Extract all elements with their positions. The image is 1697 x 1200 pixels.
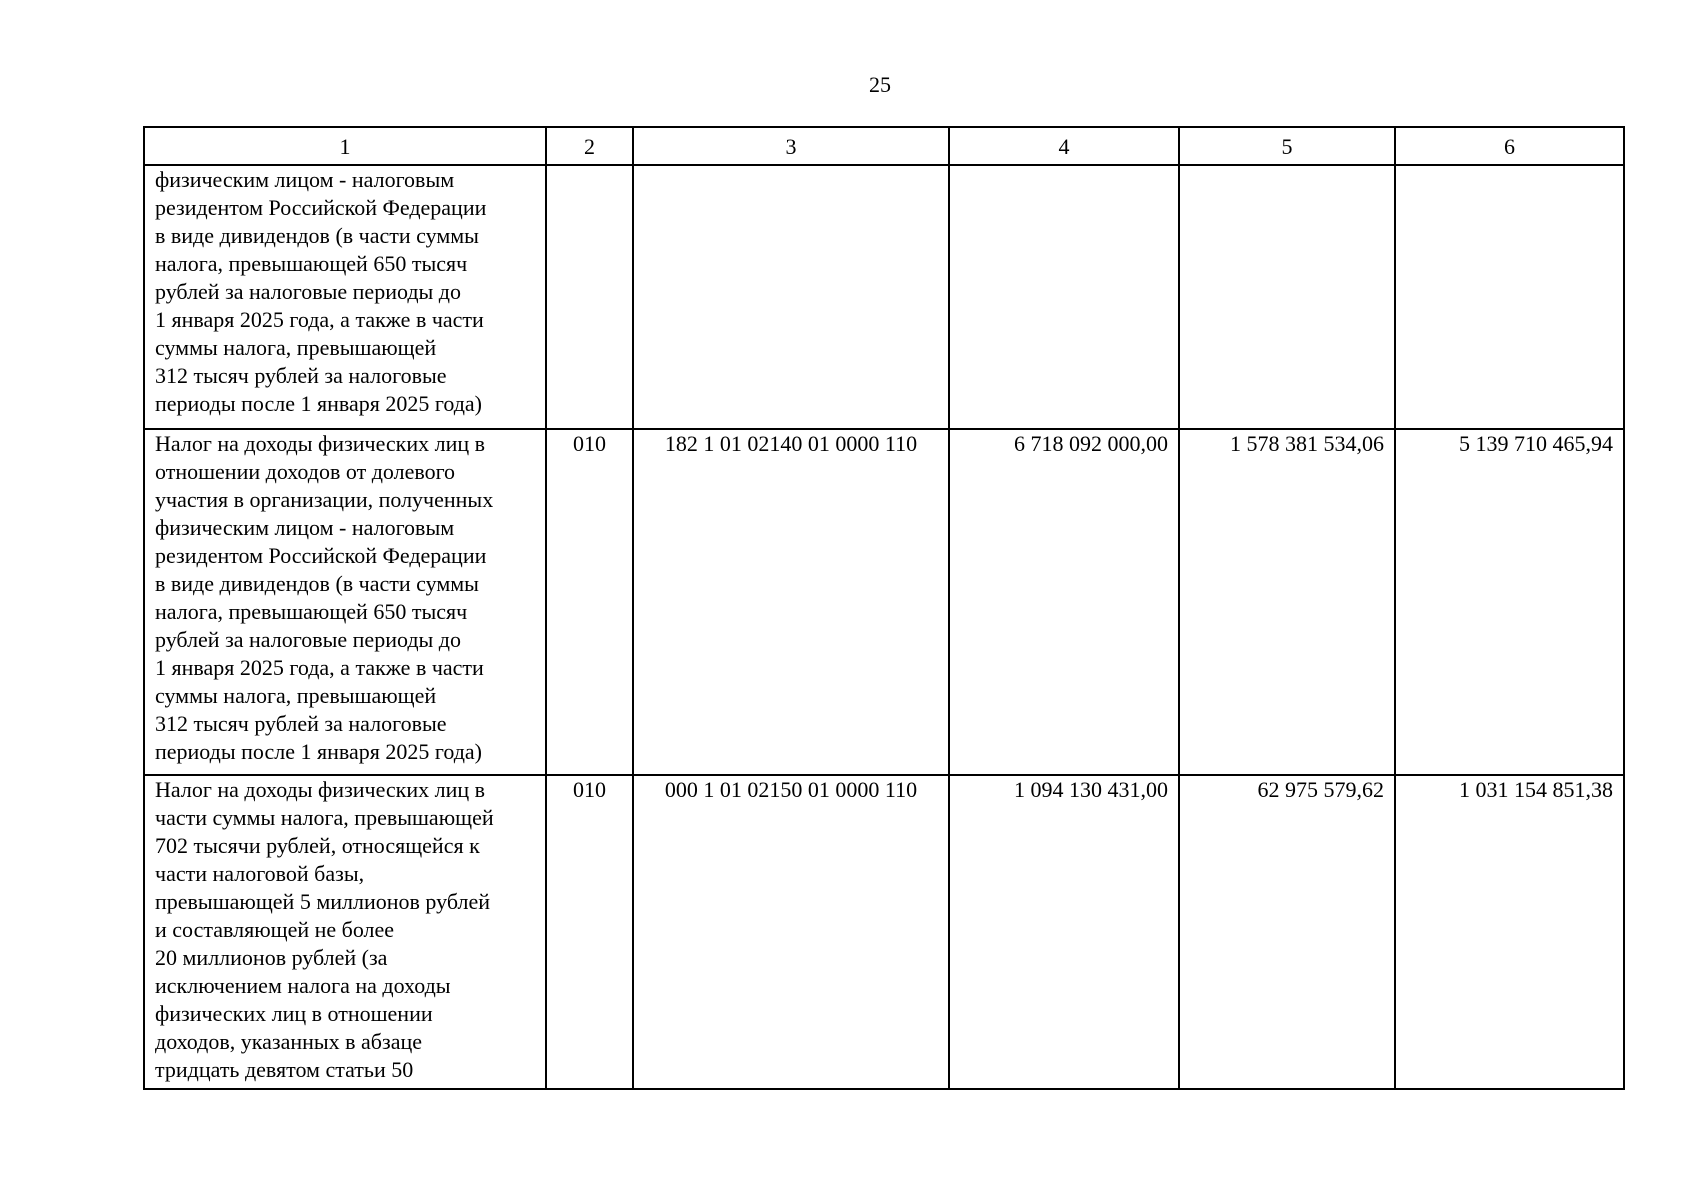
table-header-row <box>144 127 1624 165</box>
table-row <box>144 165 1624 429</box>
column-header-1: 1 <box>144 127 546 165</box>
income-name-cell: Налог на доходы физических лиц в отношении доходов от долевого участия в организации, полученных физическим лицом - налоговым резидентом Российской Федерации в виде дивидендов (в части суммы налога, превышающей 650 тысяч рублей за налоговые периоды до 1 января 2025 года, а также в части суммы налога, превышающей 312 тысяч рублей за налоговые периоды после 1 января 2025 года) <box>144 429 546 775</box>
budget-table <box>143 126 1625 1090</box>
approved-amount-cell: 1 094 130 431,00 <box>949 775 1179 1089</box>
income-name-cell: физическим лицом - налоговым резидентом Российской Федерации в виде дивидендов (в части суммы налога, превышающей 650 тысяч рублей за налоговые периоды до 1 января 2025 года, а также в части суммы налога, превышающей 312 тысяч рублей за налоговые периоды после 1 января 2025 года) <box>144 165 546 429</box>
table-row <box>144 775 1624 1089</box>
column-header-3: 3 <box>633 127 949 165</box>
column-header-5: 5 <box>1179 127 1395 165</box>
classification-code-cell: 000 1 01 02150 01 0000 110 <box>633 775 949 1089</box>
unexecuted-amount-cell <box>1395 165 1624 429</box>
line-code-cell <box>546 165 633 429</box>
income-name-cell: Налог на доходы физических лиц в части суммы налога, превышающей 702 тысячи рублей, относящейся к части налоговой базы, превышающей 5 миллионов рублей и составляющей не более 20 миллионов рублей (за исключением налога на доходы физических лиц в отношении доходов, указанных в абзаце тридцать девятом статьи 50 <box>144 775 546 1089</box>
executed-amount-cell: 62 975 579,62 <box>1179 775 1395 1089</box>
column-header-6: 6 <box>1395 127 1624 165</box>
classification-code-cell: 182 1 01 02140 01 0000 110 <box>633 429 949 775</box>
column-header-4: 4 <box>949 127 1179 165</box>
executed-amount-cell: 1 578 381 534,06 <box>1179 429 1395 775</box>
approved-amount-cell: 6 718 092 000,00 <box>949 429 1179 775</box>
executed-amount-cell <box>1179 165 1395 429</box>
column-header-2: 2 <box>546 127 633 165</box>
approved-amount-cell <box>949 165 1179 429</box>
line-code-cell: 010 <box>546 429 633 775</box>
page-number: 25 <box>869 72 891 97</box>
unexecuted-amount-cell: 1 031 154 851,38 <box>1395 775 1624 1089</box>
unexecuted-amount-cell: 5 139 710 465,94 <box>1395 429 1624 775</box>
line-code-cell: 010 <box>546 775 633 1089</box>
table-row <box>144 429 1624 775</box>
classification-code-cell <box>633 165 949 429</box>
